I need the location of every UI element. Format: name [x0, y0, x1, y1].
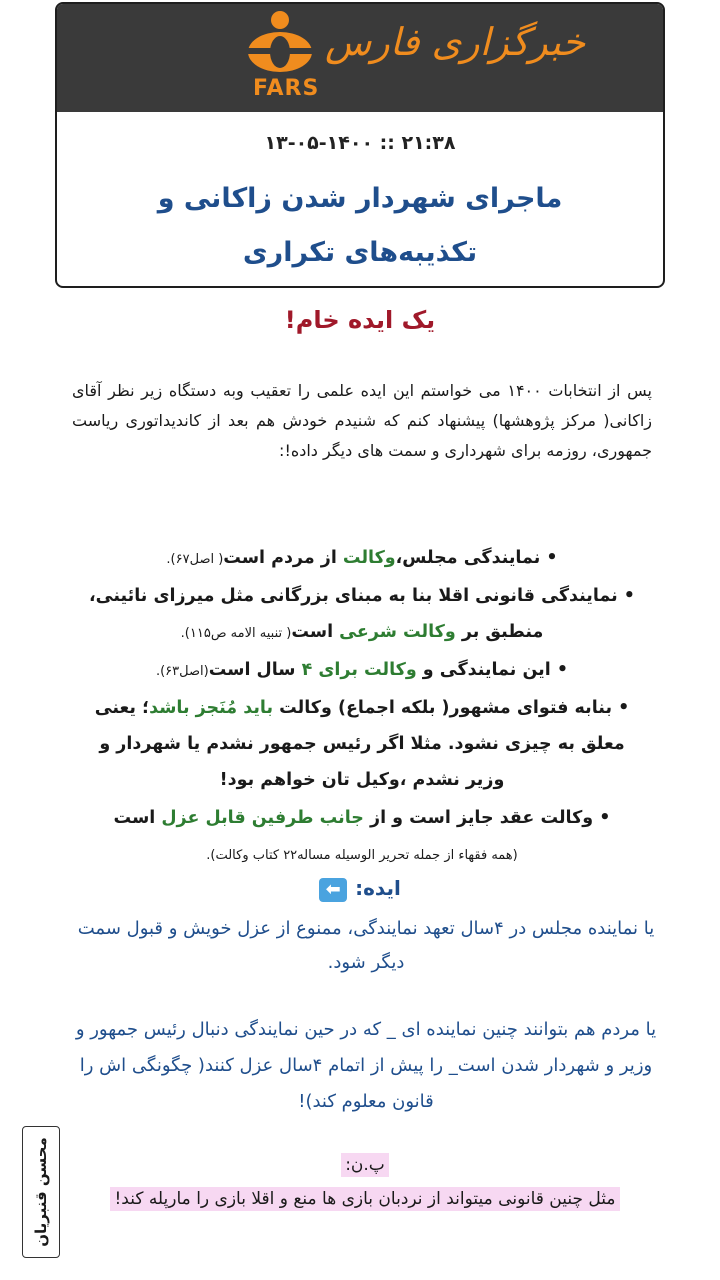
bullet-item: • نمایندگی مجلس،وکالت از مردم است( اصل۶۷). [166, 548, 558, 568]
idea-label: ایده:⬅ [0, 876, 720, 902]
postscript [90, 1148, 640, 1216]
author-name: محسن قنبریان [32, 1137, 50, 1247]
article-intro: پس از انتخابات ۱۴۰۰ می خواستم این ایده علمی را تعقیب وبه دستگاه زیر نظر آقای زاکانی( مرکز پژوهشها) پیشنهاد کنم که شنیدم خودش هم بعد از کاندیداتوری ریاست جمهوری، روزمه برای شهرداری و سمت های دیگر داده!: [72, 381, 652, 460]
news-card [55, 2, 665, 288]
bullet-item: • وکالت عقد جایز است و از جانب طرفین قابل عزل است [113, 808, 611, 828]
logo-en: FARS [253, 76, 320, 101]
bullet-note: (همه فقهاء از جمله تحریر الوسیله مساله۲۲ کتاب وکالت). [206, 848, 518, 863]
idea-text-2: یا مردم هم بتوانند چنین نماینده ای _ که در حین نمایندگی دنبال رئیس جمهور و وزیر و شهردار شدن است_ را پیش از اتمام ۴سال عزل کنند( چگونگی اش را قانون معلوم کند)! [75, 1019, 657, 1112]
idea-text-1: یا نماینده مجلس در ۴سال تعهد نمایندگی، ممنوع از عزل خویش و قبول سمت دیگر شود. [77, 918, 655, 973]
ps-label: پ.ن: [341, 1153, 389, 1177]
news-datetime: ۲۱:۳۸ :: ۱۳-۰۵-۱۴۰۰ [264, 132, 456, 154]
ps-text: مثل چنین قانونی میتواند از نردبان بازی ها منع و اقلا بازی را مارپله کند! [110, 1187, 619, 1211]
logo-fa: خبرگزاری فارس [325, 20, 586, 64]
article-subtitle: یک ایده خام! [284, 306, 436, 334]
left-arrow-icon: ⬅ [319, 878, 347, 902]
bullet-item: • بنابه فتوای مشهور( بلکه اجماع) وکالت باید مُنَجز باشد؛ یعنی معلق به چیزی نشود. مثلا اگر رئیس جمهور نشدم یا شهردار و وزیر نشدم ،وکیل تان خواهم بود! [94, 698, 630, 790]
bullet-item: • نمایندگی قانونی اقلا بنا به مبنای بزرگانی مثل میرزای نائینی، منطبق بر وکالت شرعی است( تنبیه الامه ص۱۱۵). [89, 586, 635, 642]
author-tag [22, 1126, 60, 1258]
bullet-list [82, 540, 642, 874]
fars-header [57, 4, 663, 112]
news-title: ماجرای شهردار شدن زاکانی و تکذیبه‌های تکراری [157, 183, 563, 268]
fars-logo [245, 8, 586, 108]
bullet-item: • این نمایندگی و وکالت برای ۴ سال است(اصل۶۳). [155, 660, 569, 680]
fars-emblem-icon [245, 8, 315, 78]
